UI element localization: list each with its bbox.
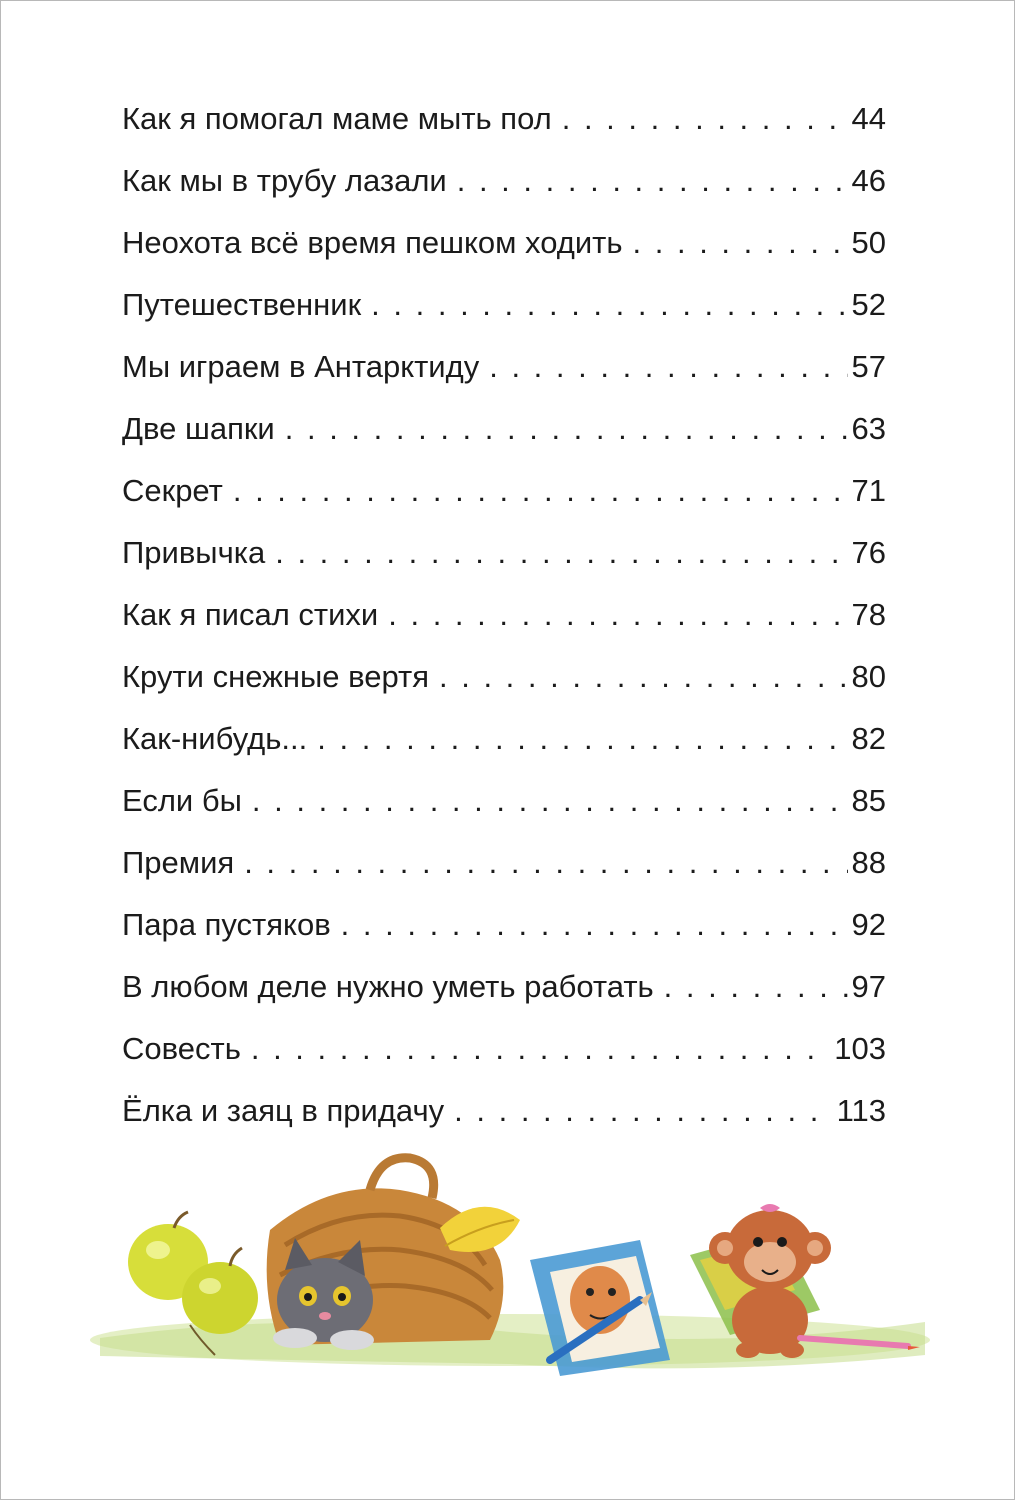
toc-entry-title: Премия [122, 845, 235, 880]
dot-leader [371, 274, 847, 336]
toc-entry-page: 52 [851, 287, 886, 322]
dot-leader [233, 460, 848, 522]
dot-leader [454, 1080, 832, 1142]
toc-entry[interactable] [122, 522, 886, 584]
dot-leader [285, 398, 848, 460]
dot-leader [251, 1018, 830, 1080]
toc-entry[interactable] [122, 770, 886, 832]
apple-left-highlight [146, 1241, 170, 1259]
toc-entry-title: Ёлка и заяц в придачу [122, 1093, 445, 1128]
toc-entry-title: Как я помогал маме мыть пол [122, 101, 552, 136]
table-of-contents [122, 88, 886, 1142]
toc-entry-page: 85 [851, 783, 886, 818]
toc-entry-title: Две шапки [122, 411, 275, 446]
toc-entry[interactable] [122, 398, 886, 460]
toc-entry-title: Как я писал стихи [122, 597, 379, 632]
toc-entry[interactable] [122, 1080, 886, 1142]
dot-leader [457, 150, 848, 212]
dot-leader [275, 522, 847, 584]
toc-entry-title: Совесть [122, 1031, 241, 1066]
toc-entry-page: 46 [851, 163, 886, 198]
toc-entry-page: 63 [851, 411, 886, 446]
apple-stem [230, 1248, 242, 1266]
toc-entry[interactable] [122, 88, 886, 150]
toc-entry-page: 103 [834, 1031, 886, 1066]
toc-entry[interactable] [122, 956, 886, 1018]
toc-entry-title: Крути снежные вертя [122, 659, 429, 694]
toc-entry-page: 82 [851, 721, 886, 756]
toc-entry[interactable] [122, 274, 886, 336]
toc-entry[interactable] [122, 894, 886, 956]
toc-entry[interactable] [122, 336, 886, 398]
apple-right [182, 1262, 258, 1334]
dot-leader [317, 708, 847, 770]
toc-entry[interactable] [122, 646, 886, 708]
toc-entry-title: Пара пустяков [122, 907, 331, 942]
dot-leader [341, 894, 848, 956]
dot-leader [633, 212, 848, 274]
toc-entry-page: 71 [851, 473, 886, 508]
apple-right-highlight [199, 1278, 221, 1294]
toc-entry-page: 50 [851, 225, 886, 260]
toc-entry[interactable] [122, 460, 886, 522]
toc-entry[interactable] [122, 584, 886, 646]
toc-entry-title: Мы играем в Антарктиду [122, 349, 480, 384]
toc-entry[interactable] [122, 150, 886, 212]
toc-entry[interactable] [122, 832, 886, 894]
toc-entry[interactable] [122, 708, 886, 770]
toc-entry-page: 97 [851, 969, 886, 1004]
toc-entry-page: 80 [851, 659, 886, 694]
toc-entry-title: Путешественник [122, 287, 362, 322]
toc-entry-title: Неохота всё время пешком ходить [122, 225, 623, 260]
dot-leader [244, 832, 847, 894]
apple-stem [174, 1212, 188, 1228]
toc-entry-title: Привычка [122, 535, 266, 570]
dot-leader [562, 88, 848, 150]
toc-entry[interactable] [122, 212, 886, 274]
toc-entry-title: Как-нибудь... [122, 721, 308, 756]
dot-leader [388, 584, 847, 646]
toc-entry-title: Секрет [122, 473, 223, 508]
toc-entry-page: 57 [851, 349, 886, 384]
toc-entry-title: Как мы в трубу лазали [122, 163, 447, 198]
toc-entry-title: В любом деле нужно уметь работать [122, 969, 654, 1004]
toc-entry-page: 88 [851, 845, 886, 880]
toc-entry-page: 76 [851, 535, 886, 570]
toys-illustration [80, 1150, 940, 1380]
dot-leader [664, 956, 848, 1018]
toc-entry-page: 92 [851, 907, 886, 942]
dot-leader [252, 770, 848, 832]
toc-entry-page: 113 [836, 1093, 886, 1128]
dot-leader [489, 336, 847, 398]
toc-entry-title: Если бы [122, 783, 242, 818]
toc-entry-page: 44 [851, 101, 886, 136]
dot-leader [439, 646, 848, 708]
toc-entry-page: 78 [851, 597, 886, 632]
toc-entry[interactable] [122, 1018, 886, 1080]
